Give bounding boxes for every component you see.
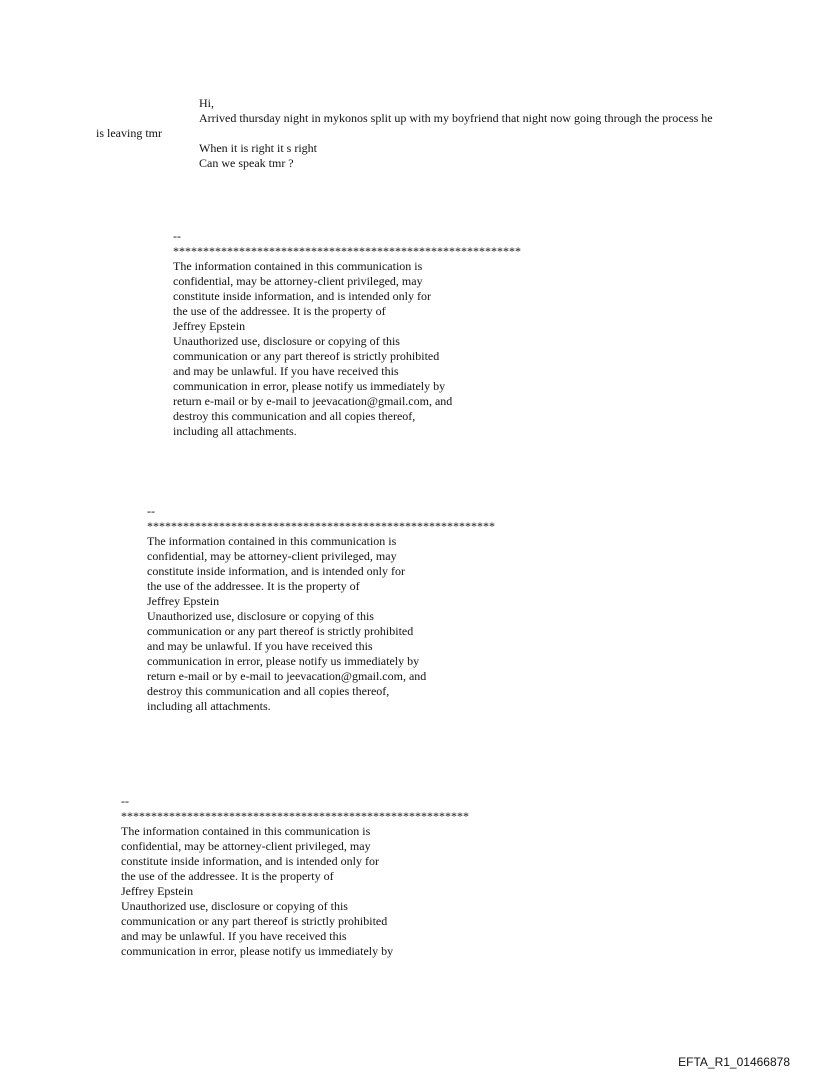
disclaimer-separator: --: [121, 794, 129, 808]
disclaimer-line: and may be unlawful. If you have received this: [173, 364, 399, 378]
disclaimer-line: destroy this communication and all copies thereof,: [147, 684, 390, 698]
disclaimer-block-3: [121, 794, 469, 959]
disclaimer-line: Unauthorized use, disclosure or copying of this: [173, 334, 400, 348]
message-line-1: Arrived thursday night in mykonos split up with my boyfriend that night now going through the process he is leaving tmr: [96, 111, 713, 140]
disclaimer-line: communication in error, please notify us immediately by: [121, 944, 394, 958]
disclaimer-line: communication or any part thereof is strictly prohibited: [173, 349, 440, 363]
disclaimer-line: The information contained in this communication is: [173, 259, 423, 273]
disclaimer-line: return e-mail or by e-mail to jeevacation@gmail.com, and: [147, 669, 427, 683]
disclaimer-block-1: [173, 229, 521, 439]
disclaimer-line: return e-mail or by e-mail to jeevacation@gmail.com, and: [173, 394, 453, 408]
disclaimer-line: Unauthorized use, disclosure or copying of this: [147, 609, 374, 623]
disclaimer-stars: **********************************************************: [121, 809, 469, 823]
disclaimer-line: the use of the addressee. It is the property of: [147, 579, 360, 593]
disclaimer-line: Unauthorized use, disclosure or copying of this: [121, 899, 348, 913]
disclaimer-line: destroy this communication and all copies thereof,: [173, 409, 416, 423]
disclaimer-line: constitute inside information, and is intended only for: [121, 854, 379, 868]
disclaimer-stars: **********************************************************: [173, 244, 521, 258]
disclaimer-line: The information contained in this communication is: [121, 824, 371, 838]
disclaimer-stars: **********************************************************: [147, 519, 495, 533]
disclaimer-line: the use of the addressee. It is the property of: [121, 869, 334, 883]
disclaimer-line: communication in error, please notify us immediately by: [147, 654, 420, 668]
disclaimer-line: Jeffrey Epstein: [121, 884, 194, 898]
disclaimer-separator: --: [173, 229, 181, 243]
disclaimer-line: and may be unlawful. If you have received this: [121, 929, 347, 943]
disclaimer-line: the use of the addressee. It is the property of: [173, 304, 386, 318]
disclaimer-separator: --: [147, 504, 155, 518]
disclaimer-line: Jeffrey Epstein: [173, 319, 246, 333]
message-line-2: When it is right it s right: [199, 141, 317, 155]
disclaimer-line: including all attachments.: [173, 424, 297, 438]
disclaimer-line: communication or any part thereof is strictly prohibited: [147, 624, 414, 638]
disclaimer-line: communication or any part thereof is strictly prohibited: [121, 914, 388, 928]
message-line-3: Can we speak tmr ?: [199, 156, 294, 170]
disclaimer-line: confidential, may be attorney-client privileged, may: [147, 549, 397, 563]
disclaimer-block-2: [147, 504, 495, 714]
greeting-text: Hi,: [199, 96, 214, 110]
disclaimer-line: Jeffrey Epstein: [147, 594, 220, 608]
disclaimer-line: constitute inside information, and is intended only for: [173, 289, 431, 303]
disclaimer-line: and may be unlawful. If you have received this: [147, 639, 373, 653]
document-id: EFTA_R1_01466878: [678, 1055, 790, 1069]
disclaimer-line: constitute inside information, and is intended only for: [147, 564, 405, 578]
disclaimer-line: The information contained in this communication is: [147, 534, 397, 548]
disclaimer-line: confidential, may be attorney-client privileged, may: [121, 839, 371, 853]
disclaimer-line: communication in error, please notify us immediately by: [173, 379, 446, 393]
disclaimer-line: confidential, may be attorney-client privileged, may: [173, 274, 423, 288]
disclaimer-line: including all attachments.: [147, 699, 271, 713]
